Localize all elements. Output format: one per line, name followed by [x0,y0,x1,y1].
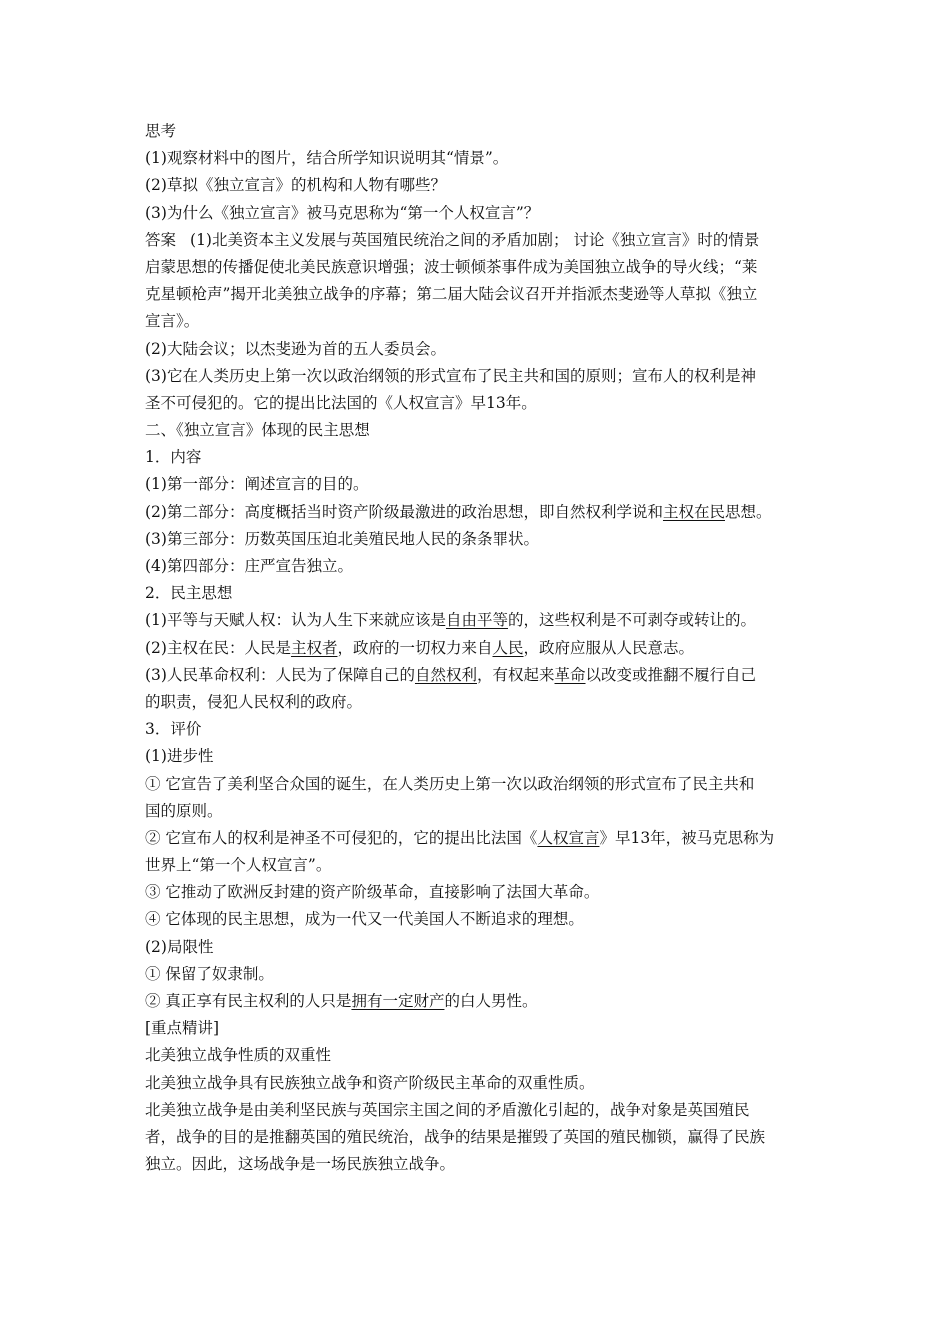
focus-title: 北美独立战争性质的双重性 [145,1046,332,1065]
think-heading: 思考 [145,122,177,140]
democracy-point-3: (3)人民革命权利：人民为了保障自己的自然权利，有权起来革命以改变或推翻不履行自己 [145,665,757,684]
answer-3-line-2: 圣不可侵犯的。它的提出比法国的《人权宣言》早13年。 [145,393,537,412]
answer-label: 答案 [145,230,177,249]
limitation-item-1: ① 保留了奴隶制。 [145,964,274,983]
democracy-heading: 2．民主思想 [145,584,233,603]
section-2-title: 二、《独立宣言》体现的民主思想 [145,421,370,440]
progress-item-1: ① 它宣告了美利坚合众国的诞生，在人类历史上第一次以政治纲领的形式宣布了民主共和 [145,774,755,793]
underlined-term: 人权宣言 [537,828,600,847]
democracy-point-1: (1)平等与天赋人权：认为人生下来就应该是自由平等的，这些权利是不可剥夺或转让的。 [145,611,756,630]
document-page [145,118,813,1178]
question-3: (3)为什么《独立宣言》被马克思称为“第一个人权宣言”？ [145,203,540,222]
question-1: (1)观察材料中的图片，结合所学知识说明其“情景”。 [145,149,509,168]
progress-item-3: ③ 它推动了欧洲反封建的资产阶级革命，直接影响了法国大革命。 [145,883,600,902]
evaluation-heading: 3．评价 [145,720,202,739]
limitation-item-2: ② 真正享有民主权利的人只是拥有一定财产的白人男性。 [145,992,538,1010]
answer-1-line-3: 克星顿枪声”揭开北美独立战争的序幕；第二届大陆会议召开并指派杰斐逊等人草拟《独立 [145,285,758,304]
focus-paragraph-2-line-2: 者，战争的目的是推翻英国的殖民统治，战争的结果是摧毁了英国的殖民枷锁，赢得了民族 [145,1127,766,1146]
democracy-point-2: (2)主权在民：人民是主权者，政府的一切权力来自人民，政府应服从人民意志。 [145,638,695,657]
answer-2: (2)大陆会议；以杰斐逊为首的五人委员会。 [145,339,446,358]
underlined-term: 革命 [554,665,586,684]
answer-1-line-4: 宣言》。 [145,312,200,331]
underlined-term: 主权在民 [662,502,725,521]
content-part-1: (1)第一部分：阐述宣言的目的。 [145,475,369,494]
underlined-term: 自由平等 [445,611,508,630]
question-2: (2)草拟《独立宣言》的机构和人物有哪些？ [145,176,446,195]
progress-item-4: ④ 它体现的民主思想，成为一代又一代美国人不断追求的理想。 [145,910,584,929]
content-part-4: (4)第四部分：庄严宣告独立。 [145,557,353,575]
limitation-heading: (2)局限性 [145,937,214,956]
focus-paragraph-2-line-1: 北美独立战争是由美利坚民族与英国宗主国之间的矛盾激化引起的，战争对象是英国殖民 [145,1100,750,1119]
content-heading: 1．内容 [145,448,202,467]
focus-paragraph-1: 北美独立战争具有民族独立战争和资产阶级民主革命的双重性质。 [145,1073,595,1092]
progress-heading: (1)进步性 [145,747,214,766]
progress-item-2-cont: 世界上“第一个人权宣言”。 [145,856,332,875]
content-part-3: (3)第三部分：历数英国压迫北美殖民地人民的条条罪状。 [145,529,539,548]
progress-item-2: ② 它宣布人的权利是神圣不可侵犯的，它的提出比法国《人权宣言》早13年，被马克思称为 [145,828,775,847]
underlined-term: 自然权利 [414,665,477,684]
answer-1-line-1: 答案 (1)北美资本主义发展与英国殖民统治之间的矛盾加剧； 讨论《独立宣言》时的情景 [145,230,760,249]
underlined-term: 拥有一定财产 [351,992,445,1010]
answer-3-line-1: (3)它在人类历史上第一次以政治纲领的形式宣布了民主共和国的原则；宣布人的权利是神 [145,366,756,385]
democracy-point-3-cont: 的职责，侵犯人民权利的政府。 [145,692,363,711]
content-part-2: (2)第二部分：高度概括当时资产阶级最激进的政治思想，即自然权利学说和主权在民思想。 [145,502,772,521]
underlined-term: 人民 [492,638,524,657]
progress-item-1-cont: 国的原则。 [145,801,223,820]
answer-1-line-2: 启蒙思想的传播促使北美民族意识增强；波士顿倾茶事件成为美国独立战争的导火线；“莱 [145,257,758,276]
underlined-term: 主权者 [290,638,338,657]
focus-paragraph-2-line-3: 独立。因此，这场战争是一场民族独立战争。 [145,1155,456,1174]
focus-tag: [重点精讲] [145,1019,220,1038]
